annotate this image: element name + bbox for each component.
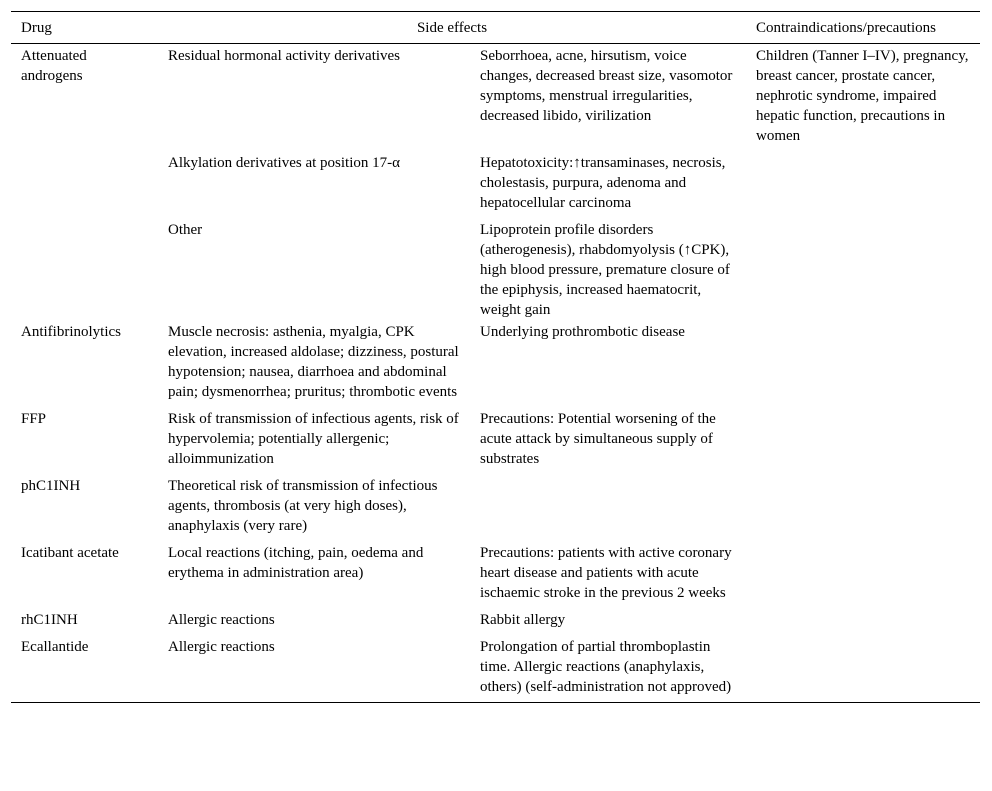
side-effect-detail-cell: Prolongation of partial thromboplastin time. Allergic reactions (anaphylaxis, others) (self-administration not approved) [470,631,746,703]
drug-cell [11,147,158,214]
side-effect-type-cell: Allergic reactions [168,612,275,628]
drug-cell: phC1INH [21,478,81,494]
side-effect-type-cell: Other [168,222,203,238]
drug-cell: Icatibant acetate [21,545,119,561]
side-effect-detail-cell: Seborrhoea, acne, hirsutism, voice changes, decreased breast size, vasomotor symptoms, menstrual irregularities, decreased libido, virilization [480,48,733,124]
contraindications-cell [746,604,980,631]
header-row [11,12,980,44]
table-row [11,44,980,148]
contraindications-cell [746,631,980,703]
table-row [11,631,980,703]
side-effect-detail-cell [470,470,746,537]
side-effect-detail-cell: Hepatotoxicity:↑transaminases, necrosis, cholestasis, purpura, adenoma and hepatocellular carcinoma [480,155,726,211]
side-effect-type-cell: Theoretical risk of transmission of infectious agents, thrombosis (at very high doses), anaphylaxis (very rare) [168,478,438,534]
side-effect-detail-cell: Lipoprotein profile disorders (atherogenesis), rhabdomyolysis (↑CPK), high blood pressure, premature closure of the epiphysis, increased haematocrit, weight gain [480,222,730,318]
side-effect-type-cell: Muscle necrosis: asthenia, myalgia, CPK elevation, increased aldolase; dizziness, postural hypotension; nausea, diarrhoea and abdominal pain; dysmenorrhea; pruritus; thrombotic events [168,324,459,400]
contraindications-cell [746,537,980,604]
side-effect-type-cell: Risk of transmission of infectious agents, risk of hypervolemia; potentially allergenic; alloimmunization [168,411,459,467]
drug-side-effects-table [11,11,980,703]
header-drug: Drug [11,12,158,44]
side-effect-type-cell: Alkylation derivatives at position 17-α [168,155,400,171]
drug-cell: rhC1INH [21,612,78,628]
table-row [11,537,980,604]
side-effect-detail-cell: Rabbit allergy [480,612,566,628]
side-effect-detail-cell: Precautions: Potential worsening of the acute attack by simultaneous supply of substrates [480,411,716,467]
side-effect-type-cell: Residual hormonal activity derivatives [168,48,401,64]
side-effect-detail-cell: Precautions: patients with active coronary heart disease and patients with acute ischaemic stroke in the previous 2 weeks [480,545,732,601]
drug-cell: Attenuated androgens [21,48,87,84]
drug-cell: Ecallantide [11,631,158,703]
contraindications-cell [746,321,980,403]
table-row [11,604,980,631]
drug-cell [11,214,158,321]
table-row [11,403,980,470]
table-row [11,147,980,214]
table-row [11,470,980,537]
contraindications-cell [746,214,980,321]
side-effect-type-cell: Allergic reactions [158,631,470,703]
header-side-effects: Side effects [158,12,746,44]
contraindications-cell [746,470,980,537]
contraindications-cell [746,147,980,214]
table-row [11,214,980,321]
table-container [11,11,980,703]
header-contraindications: Contraindications/precautions [746,12,980,44]
side-effect-type-cell: Local reactions (itching, pain, oedema and erythema in administration area) [168,545,424,581]
drug-cell: Antifibrinolytics [21,324,121,340]
contraindications-cell [746,403,980,470]
drug-cell: FFP [21,411,47,427]
table-row [11,321,980,403]
side-effect-detail-cell: Underlying prothrombotic disease [480,324,685,340]
contraindications-cell: Children (Tanner I–IV), pregnancy, breast cancer, prostate cancer, nephrotic syndrome, impaired hepatic function, precautions in women [756,48,969,144]
